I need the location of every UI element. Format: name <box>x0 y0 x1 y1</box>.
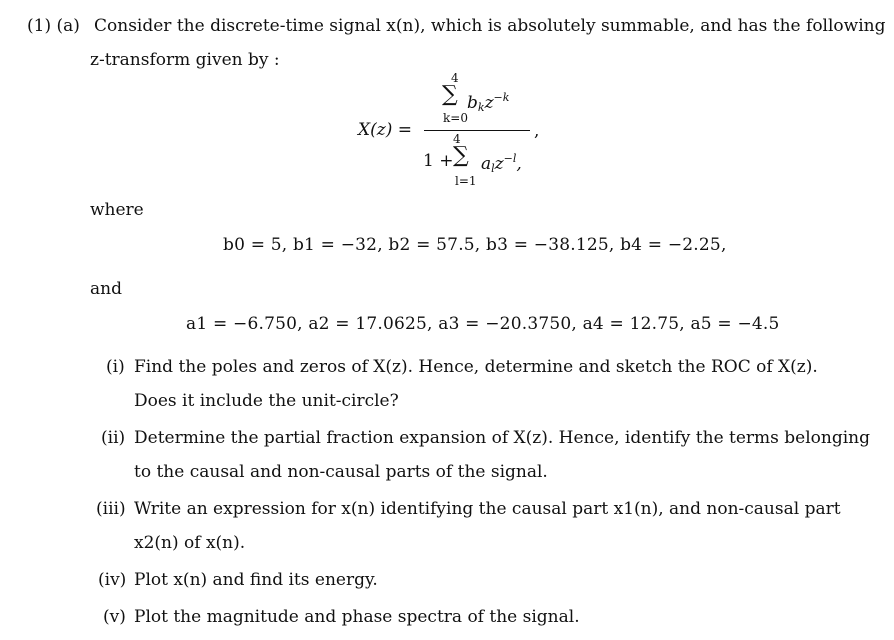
item-iv-number: (iv) <box>98 570 127 590</box>
trailing-comma: , <box>534 121 540 141</box>
item-ii-line-2: to the causal and non-causal parts of the signal. <box>134 462 548 482</box>
where-label: where <box>90 200 144 220</box>
a-coefficients: a1 = −6.750, a2 = 17.0625, a3 = −20.3750, a4 = 12.75, a5 = −4.5 <box>186 314 780 334</box>
den-term: $a_lz^{-l}$, <box>481 152 522 175</box>
item-ii-number: (ii) <box>101 428 126 448</box>
den-one: 1 + <box>423 151 454 171</box>
item-i-line-1: Find the poles and zeros of X(z). Hence, determine and sketch the ROC of X(z). <box>134 357 818 377</box>
item-v-line-1: Plot the magnitude and phase spectra of the signal. <box>134 607 580 627</box>
den-sigma-icon: ∑ <box>453 143 469 168</box>
item-iv-line-1: Plot x(n) and find its energy. <box>134 570 378 590</box>
den-sum-upper: 4 <box>453 132 461 146</box>
num-sum-lower: k=0 <box>443 111 468 125</box>
item-iii-line-2: x2(n) of x(n). <box>134 533 246 553</box>
item-i-line-2: Does it include the unit-circle? <box>134 391 399 411</box>
b-coefficients: b0 = 5, b1 = −32, b2 = 57.5, b3 = −38.125, b4 = −2.25, <box>223 235 727 255</box>
item-iii-number: (iii) <box>96 499 126 519</box>
item-iii-line-1: Write an expression for x(n) identifying the causal part x1(n), and non-causal part <box>134 499 841 519</box>
num-sum-upper: 4 <box>451 71 459 85</box>
fraction-bar <box>424 130 530 131</box>
and-label: and <box>90 279 122 299</box>
intro-line-2: z-transform given by : <box>90 50 280 70</box>
item-i-number: (i) <box>106 357 125 377</box>
item-ii-line-1: Determine the partial fraction expansion of X(z). Hence, identify the terms belonging <box>134 428 871 448</box>
den-sum-lower: l=1 <box>455 174 477 188</box>
item-v-number: (v) <box>103 607 126 627</box>
formula-lhs: X(z) = <box>358 120 412 140</box>
num-term: $b_kz^{-k}$ <box>467 91 510 114</box>
question-label: (1) (a) <box>27 16 80 36</box>
num-sigma-icon: ∑ <box>442 82 458 107</box>
intro-line-1: Consider the discrete-time signal x(n), which is absolutely summable, and has the following <box>94 16 886 36</box>
